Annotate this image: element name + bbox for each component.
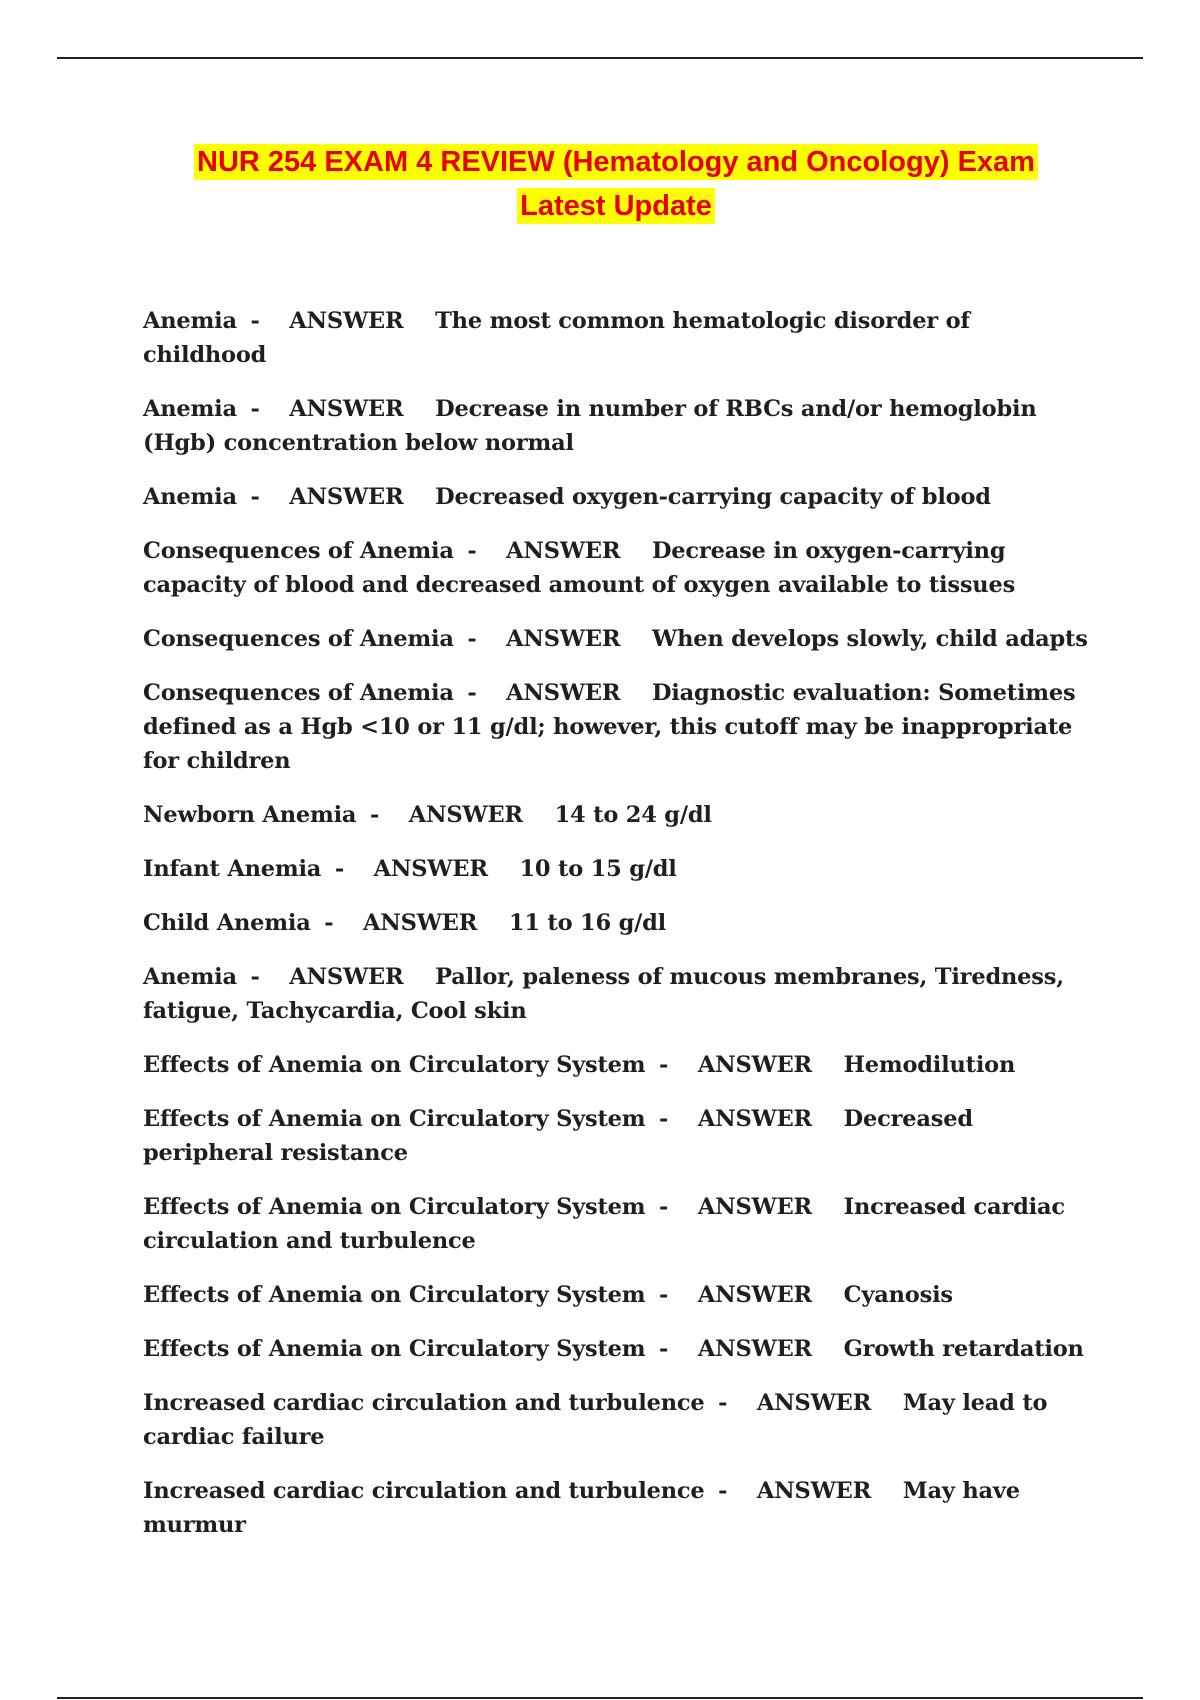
qa-answer-label: ANSWER xyxy=(697,1106,813,1132)
qa-answer-label: ANSWER xyxy=(506,626,621,652)
qa-item xyxy=(143,906,1093,940)
qa-answer-label: ANSWER xyxy=(408,802,523,828)
qa-item xyxy=(143,1048,1093,1082)
qa-term: Child Anemia xyxy=(143,910,311,936)
qa-answer-text: May lead to cardiac failure xyxy=(143,1390,1048,1450)
qa-answer-label: ANSWER xyxy=(506,538,621,564)
qa-answer-text: 11 to 16 g/dl xyxy=(508,910,667,936)
qa-answer-text: 14 to 24 g/dl xyxy=(554,802,712,828)
qa-answer-text: Diagnostic evaluation: Sometimes defined as a Hgb <10 or 11 g/dl; however, this cutoff may be inappropriate for children xyxy=(143,680,1076,774)
qa-term: Anemia xyxy=(143,396,237,422)
qa-answer-text: 10 to 15 g/dl xyxy=(519,856,677,882)
qa-answer-text: Hemodilution xyxy=(843,1052,1016,1078)
qa-item xyxy=(143,852,1093,886)
qa-answer-label: ANSWER xyxy=(289,484,404,510)
qa-separator: - xyxy=(334,856,344,882)
qa-term: Increased cardiac circulation and turbulence xyxy=(143,1478,705,1504)
document-title xyxy=(120,140,1112,228)
qa-term: Increased cardiac circulation and turbulence xyxy=(143,1390,705,1416)
qa-separator: - xyxy=(718,1478,728,1504)
qa-term: Effects of Anemia on Circulatory System xyxy=(143,1336,646,1362)
qa-separator: - xyxy=(250,964,260,990)
qa-answer-label: ANSWER xyxy=(373,856,488,882)
bottom-rule xyxy=(57,1697,1143,1699)
qa-separator: - xyxy=(369,802,380,828)
qa-item xyxy=(143,1278,1093,1312)
qa-item xyxy=(143,1102,1093,1170)
qa-separator: - xyxy=(250,484,260,510)
qa-term: Effects of Anemia on Circulatory System xyxy=(143,1282,646,1308)
qa-separator: - xyxy=(659,1194,669,1220)
qa-item xyxy=(143,304,1093,372)
qa-answer-label: ANSWER xyxy=(289,308,404,334)
qa-answer-text: Increased cardiac circulation and turbulence xyxy=(143,1194,1065,1254)
qa-term: Infant Anemia xyxy=(143,856,322,882)
qa-answer-text: Decreased peripheral resistance xyxy=(143,1106,973,1166)
qa-item xyxy=(143,1190,1093,1258)
qa-term: Effects of Anemia on Circulatory System xyxy=(143,1052,646,1078)
qa-term: Consequences of Anemia xyxy=(143,626,454,652)
qa-separator: - xyxy=(250,396,260,422)
qa-item xyxy=(143,534,1093,602)
qa-answer-label: ANSWER xyxy=(756,1390,872,1416)
top-rule xyxy=(57,57,1143,59)
title-line-2: Latest Update xyxy=(120,184,1112,228)
qa-term: Effects of Anemia on Circulatory System xyxy=(143,1106,646,1132)
qa-term: Consequences of Anemia xyxy=(143,680,454,706)
qa-answer-text: Cyanosis xyxy=(843,1282,953,1308)
qa-term: Anemia xyxy=(143,964,237,990)
qa-term: Newborn Anemia xyxy=(143,802,357,828)
qa-answer-label: ANSWER xyxy=(697,1052,813,1078)
qa-answer-text: Decrease in oxygen-carrying capacity of blood and decreased amount of oxygen available to tissues xyxy=(143,538,1016,598)
qa-answer-label: ANSWER xyxy=(363,910,478,936)
qa-answer-text: When develops slowly, child adapts xyxy=(652,626,1088,652)
qa-answer-text: Decrease in number of RBCs and/or hemoglobin (Hgb) concentration below normal xyxy=(143,396,1037,456)
qa-item xyxy=(143,480,1093,514)
qa-answer-text: Growth retardation xyxy=(843,1336,1084,1362)
qa-term: Anemia xyxy=(143,308,237,334)
qa-separator: - xyxy=(250,308,260,334)
qa-separator: - xyxy=(718,1390,728,1416)
qa-answer-text: The most common hematologic disorder of childhood xyxy=(143,308,970,368)
qa-answer-text: May have murmur xyxy=(143,1478,1020,1538)
qa-answer-label: ANSWER xyxy=(756,1478,872,1504)
qa-term: Consequences of Anemia xyxy=(143,538,454,564)
qa-list xyxy=(143,304,1093,1562)
qa-separator: - xyxy=(659,1052,669,1078)
qa-item xyxy=(143,1386,1093,1454)
qa-separator: - xyxy=(324,910,334,936)
qa-item xyxy=(143,1332,1093,1366)
qa-separator: - xyxy=(659,1336,669,1362)
qa-answer-label: ANSWER xyxy=(506,680,621,706)
qa-answer-label: ANSWER xyxy=(697,1336,813,1362)
qa-answer-text: Decreased oxygen-carrying capacity of blood xyxy=(435,484,991,510)
qa-answer-label: ANSWER xyxy=(289,964,404,990)
qa-separator: - xyxy=(467,538,477,564)
qa-item xyxy=(143,1474,1093,1542)
title-line-1: NUR 254 EXAM 4 REVIEW (Hematology and Oncology) Exam xyxy=(120,140,1112,184)
qa-term: Anemia xyxy=(143,484,237,510)
qa-separator: - xyxy=(467,680,477,706)
qa-answer-label: ANSWER xyxy=(697,1282,813,1308)
qa-item xyxy=(143,798,1093,832)
qa-answer-label: ANSWER xyxy=(289,396,404,422)
qa-answer-text: Pallor, paleness of mucous membranes, Tiredness, fatigue, Tachycardia, Cool skin xyxy=(143,964,1064,1024)
qa-separator: - xyxy=(659,1282,669,1308)
qa-separator: - xyxy=(467,626,477,652)
qa-item xyxy=(143,622,1093,656)
qa-item xyxy=(143,392,1093,460)
qa-separator: - xyxy=(659,1106,669,1132)
qa-item xyxy=(143,960,1093,1028)
qa-answer-label: ANSWER xyxy=(697,1194,813,1220)
qa-item xyxy=(143,676,1093,778)
qa-term: Effects of Anemia on Circulatory System xyxy=(143,1194,646,1220)
